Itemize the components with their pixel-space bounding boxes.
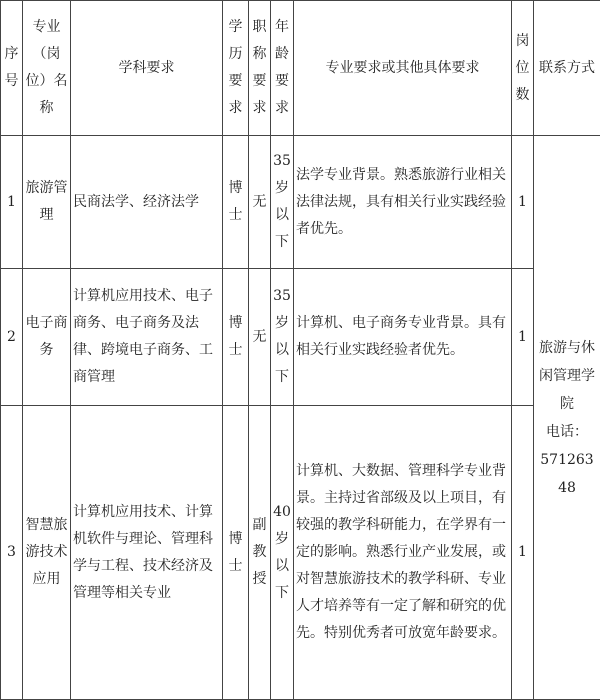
table-row	[1, 269, 600, 406]
row-index: 3	[1, 406, 23, 700]
row-title: 无	[249, 269, 271, 406]
table-row	[1, 406, 600, 700]
row-index: 1	[1, 136, 23, 269]
table-row	[1, 136, 600, 269]
contact-department: 旅游与休闲管理学院	[539, 340, 595, 412]
header-position: 专业（岗位）名称	[23, 1, 71, 136]
row-count: 1	[512, 406, 534, 700]
row-title: 副教授	[249, 406, 271, 700]
row-index: 2	[1, 269, 23, 406]
header-education: 学历要求	[223, 1, 249, 136]
header-row	[1, 1, 600, 136]
header-discipline: 学科要求	[71, 1, 223, 136]
row-title: 无	[249, 136, 271, 269]
header-index: 序号	[1, 1, 23, 136]
row-education: 博士	[223, 406, 249, 700]
header-other: 专业要求或其他具体要求	[294, 1, 512, 136]
contact-phone: 57126348	[540, 452, 593, 496]
header-contact: 联系方式	[534, 1, 600, 136]
header-count: 岗位数	[512, 1, 534, 136]
row-discipline: 计算机应用技术、计算机软件与理论、管理科学与工程、技术经济及管理等相关专业	[71, 406, 223, 700]
row-age: 35岁以下	[271, 136, 294, 269]
row-count: 1	[512, 136, 534, 269]
row-age: 40岁以下	[271, 406, 294, 700]
row-position: 电子商务	[23, 269, 71, 406]
row-position: 智慧旅游技术应用	[23, 406, 71, 700]
row-other: 计算机、电子商务专业背景。具有相关行业实践经验者优先。	[294, 269, 512, 406]
row-education: 博士	[223, 269, 249, 406]
contact-phone-label: 电话：	[546, 424, 588, 440]
row-discipline: 民商法学、经济法学	[71, 136, 223, 269]
row-other: 计算机、大数据、管理科学专业背景。主持过省部级及以上项目，有较强的教学科研能力，在学界有一定的影响。熟悉行业产业发展，或对智慧旅游技术的教学科研、专业人才培养等有一定了解和研究的优先。特别优秀者可放宽年龄要求。	[294, 406, 512, 700]
contact-cell	[534, 136, 600, 700]
row-other: 法学专业背景。熟悉旅游行业相关法律法规，具有相关行业实践经验者优先。	[294, 136, 512, 269]
row-age: 35岁以下	[271, 269, 294, 406]
header-title: 职称要求	[249, 1, 271, 136]
row-education: 博士	[223, 136, 249, 269]
row-position: 旅游管理	[23, 136, 71, 269]
row-count: 1	[512, 269, 534, 406]
row-discipline: 计算机应用技术、电子商务、电子商务及法律、跨境电子商务、工商管理	[71, 269, 223, 406]
header-age: 年龄要求	[271, 1, 294, 136]
